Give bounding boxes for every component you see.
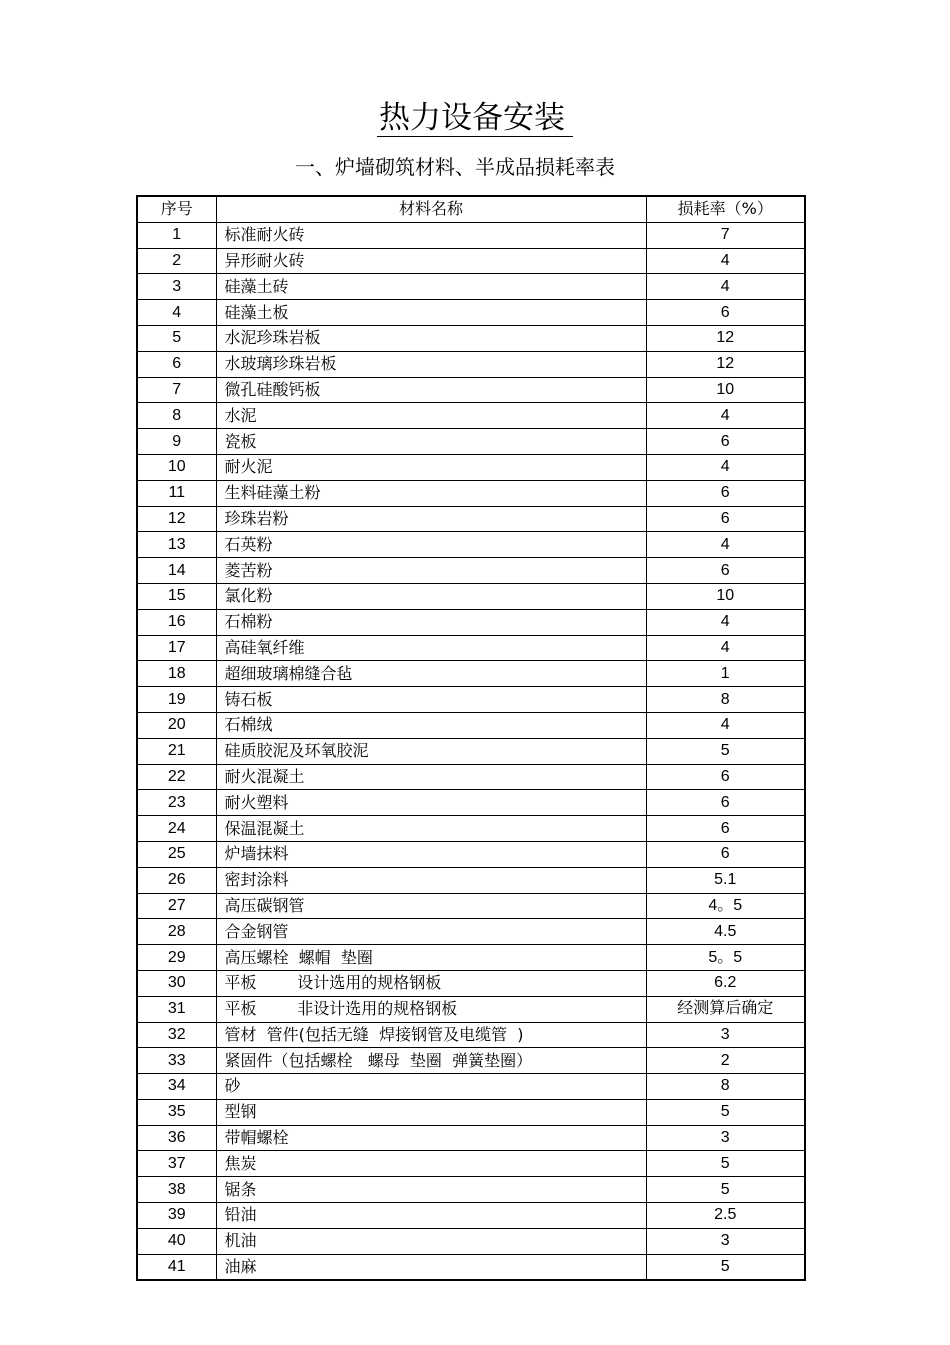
material-name: 保温混凝土 xyxy=(216,816,646,842)
loss-rate: 5.1 xyxy=(646,867,805,893)
row-index: 27 xyxy=(137,893,216,919)
material-name: 高压螺栓 螺帽 垫圈 xyxy=(216,945,646,971)
loss-rate: 4 xyxy=(646,635,805,661)
row-index: 25 xyxy=(137,841,216,867)
material-name: 合金钢管 xyxy=(216,919,646,945)
material-name: 焦炭 xyxy=(216,1151,646,1177)
material-name: 砂 xyxy=(216,1074,646,1100)
loss-rate: 6 xyxy=(646,790,805,816)
material-name: 油麻 xyxy=(216,1254,646,1280)
material-name: 耐火塑料 xyxy=(216,790,646,816)
row-index: 30 xyxy=(137,970,216,996)
loss-rate: 6 xyxy=(646,506,805,532)
material-name: 水泥珍珠岩板 xyxy=(216,325,646,351)
loss-rate: 3 xyxy=(646,1022,805,1048)
loss-rate: 6 xyxy=(646,429,805,455)
row-index: 38 xyxy=(137,1177,216,1203)
table-row xyxy=(137,816,805,842)
document-title-text: 热力设备安装 xyxy=(377,100,573,137)
material-name: 硅藻土砖 xyxy=(216,274,646,300)
loss-rate: 6 xyxy=(646,816,805,842)
loss-rate: 5 xyxy=(646,1254,805,1280)
table-row xyxy=(137,454,805,480)
table-row xyxy=(137,1254,805,1280)
row-index: 2 xyxy=(137,248,216,274)
material-name: 氯化粉 xyxy=(216,583,646,609)
material-name: 硅藻土板 xyxy=(216,300,646,326)
row-index: 21 xyxy=(137,738,216,764)
loss-rate: 4 xyxy=(646,274,805,300)
table-row xyxy=(137,1099,805,1125)
material-name: 铸石板 xyxy=(216,687,646,713)
material-name: 石棉绒 xyxy=(216,712,646,738)
row-index: 13 xyxy=(137,532,216,558)
material-name: 紧固件（包括螺栓 螺母 垫圈 弹簧垫圈） xyxy=(216,1048,646,1074)
row-index: 41 xyxy=(137,1254,216,1280)
row-index: 19 xyxy=(137,687,216,713)
loss-rate: 4 xyxy=(646,532,805,558)
table-row xyxy=(137,1203,805,1229)
table-row xyxy=(137,790,805,816)
table-row xyxy=(137,970,805,996)
table-row xyxy=(137,893,805,919)
loss-rate: 3 xyxy=(646,1228,805,1254)
loss-rate: 4 xyxy=(646,454,805,480)
material-name: 微孔硅酸钙板 xyxy=(216,377,646,403)
loss-rate: 7 xyxy=(646,222,805,248)
material-name: 炉墙抹料 xyxy=(216,841,646,867)
material-name: 铅油 xyxy=(216,1203,646,1229)
table-row xyxy=(137,1022,805,1048)
table-row xyxy=(137,248,805,274)
table-body xyxy=(137,222,805,1280)
row-index: 31 xyxy=(137,996,216,1022)
material-name: 石英粉 xyxy=(216,532,646,558)
loss-rate: 12 xyxy=(646,325,805,351)
row-index: 7 xyxy=(137,377,216,403)
material-name: 菱苦粉 xyxy=(216,558,646,584)
row-index: 8 xyxy=(137,403,216,429)
table-row xyxy=(137,635,805,661)
row-index: 16 xyxy=(137,609,216,635)
table-row xyxy=(137,532,805,558)
row-index: 1 xyxy=(137,222,216,248)
loss-rate: 6 xyxy=(646,841,805,867)
table-row xyxy=(137,325,805,351)
row-index: 39 xyxy=(137,1203,216,1229)
material-name: 耐火混凝土 xyxy=(216,764,646,790)
table-row xyxy=(137,945,805,971)
table-row xyxy=(137,429,805,455)
material-name: 超细玻璃棉缝合毡 xyxy=(216,661,646,687)
material-name: 珍珠岩粉 xyxy=(216,506,646,532)
table-row xyxy=(137,764,805,790)
loss-rate: 5。5 xyxy=(646,945,805,971)
row-index: 15 xyxy=(137,583,216,609)
table-row xyxy=(137,558,805,584)
table-row xyxy=(137,1125,805,1151)
loss-rate: 4 xyxy=(646,712,805,738)
loss-rate: 4 xyxy=(646,403,805,429)
table-row xyxy=(137,403,805,429)
row-index: 14 xyxy=(137,558,216,584)
loss-rate: 5 xyxy=(646,1177,805,1203)
table-row xyxy=(137,609,805,635)
loss-rate: 6 xyxy=(646,480,805,506)
table-row xyxy=(137,919,805,945)
table-row xyxy=(137,583,805,609)
table-row xyxy=(137,867,805,893)
loss-rate: 3 xyxy=(646,1125,805,1151)
loss-rate: 4.5 xyxy=(646,919,805,945)
loss-rate: 4 xyxy=(646,248,805,274)
loss-rate: 4 xyxy=(646,609,805,635)
table-row xyxy=(137,687,805,713)
row-index: 26 xyxy=(137,867,216,893)
table-row xyxy=(137,1151,805,1177)
material-name: 高压碳钢管 xyxy=(216,893,646,919)
table-row xyxy=(137,1074,805,1100)
table-row xyxy=(137,1048,805,1074)
loss-rate: 8 xyxy=(646,1074,805,1100)
table-row xyxy=(137,841,805,867)
material-name: 石棉粉 xyxy=(216,609,646,635)
loss-rate: 5 xyxy=(646,1099,805,1125)
row-index: 12 xyxy=(137,506,216,532)
table-row xyxy=(137,738,805,764)
loss-rate: 1 xyxy=(646,661,805,687)
row-index: 40 xyxy=(137,1228,216,1254)
header-material-name: 材料名称 xyxy=(216,196,646,222)
loss-rate: 4。5 xyxy=(646,893,805,919)
material-name: 带帽螺栓 xyxy=(216,1125,646,1151)
loss-rate: 5 xyxy=(646,1151,805,1177)
loss-rate: 5 xyxy=(646,738,805,764)
row-index: 4 xyxy=(137,300,216,326)
table-row xyxy=(137,274,805,300)
material-name: 异形耐火砖 xyxy=(216,248,646,274)
material-name: 标准耐火砖 xyxy=(216,222,646,248)
row-index: 20 xyxy=(137,712,216,738)
header-loss-rate: 损耗率（%） xyxy=(646,196,805,222)
row-index: 24 xyxy=(137,816,216,842)
material-name: 平板 设计选用的规格钢板 xyxy=(216,970,646,996)
table-subtitle: 一、炉墙砌筑材料、半成品损耗率表 xyxy=(295,155,615,179)
loss-rate: 12 xyxy=(646,351,805,377)
row-index: 35 xyxy=(137,1099,216,1125)
row-index: 22 xyxy=(137,764,216,790)
table-header-row xyxy=(137,196,805,222)
loss-rate: 6 xyxy=(646,558,805,584)
loss-rate-table xyxy=(136,195,806,1281)
material-name: 耐火泥 xyxy=(216,454,646,480)
loss-rate: 经测算后确定 xyxy=(646,996,805,1022)
material-name: 生料硅藻土粉 xyxy=(216,480,646,506)
loss-rate: 10 xyxy=(646,377,805,403)
material-name: 机油 xyxy=(216,1228,646,1254)
material-name: 管材 管件(包括无缝 焊接钢管及电缆管 ) xyxy=(216,1022,646,1048)
row-index: 18 xyxy=(137,661,216,687)
table-row xyxy=(137,351,805,377)
loss-rate: 2.5 xyxy=(646,1203,805,1229)
row-index: 11 xyxy=(137,480,216,506)
row-index: 3 xyxy=(137,274,216,300)
document-title xyxy=(0,96,950,140)
table-row xyxy=(137,506,805,532)
loss-rate: 8 xyxy=(646,687,805,713)
row-index: 5 xyxy=(137,325,216,351)
table-row xyxy=(137,377,805,403)
material-name: 瓷板 xyxy=(216,429,646,455)
material-name: 水玻璃珍珠岩板 xyxy=(216,351,646,377)
row-index: 6 xyxy=(137,351,216,377)
table-row xyxy=(137,1228,805,1254)
row-index: 36 xyxy=(137,1125,216,1151)
row-index: 33 xyxy=(137,1048,216,1074)
row-index: 17 xyxy=(137,635,216,661)
header-index: 序号 xyxy=(137,196,216,222)
table-row xyxy=(137,1177,805,1203)
table-row xyxy=(137,222,805,248)
row-index: 28 xyxy=(137,919,216,945)
table-row xyxy=(137,661,805,687)
row-index: 23 xyxy=(137,790,216,816)
table-row xyxy=(137,996,805,1022)
loss-rate: 10 xyxy=(646,583,805,609)
table-row xyxy=(137,300,805,326)
material-name: 硅质胶泥及环氧胶泥 xyxy=(216,738,646,764)
row-index: 10 xyxy=(137,454,216,480)
material-name: 水泥 xyxy=(216,403,646,429)
row-index: 9 xyxy=(137,429,216,455)
row-index: 37 xyxy=(137,1151,216,1177)
loss-rate: 6 xyxy=(646,764,805,790)
material-name: 锯条 xyxy=(216,1177,646,1203)
material-name: 型钢 xyxy=(216,1099,646,1125)
row-index: 29 xyxy=(137,945,216,971)
material-name: 密封涂料 xyxy=(216,867,646,893)
row-index: 34 xyxy=(137,1074,216,1100)
table-row xyxy=(137,480,805,506)
row-index: 32 xyxy=(137,1022,216,1048)
loss-rate: 2 xyxy=(646,1048,805,1074)
loss-rate: 6.2 xyxy=(646,970,805,996)
loss-rate: 6 xyxy=(646,300,805,326)
material-name: 高硅氧纤维 xyxy=(216,635,646,661)
table-row xyxy=(137,712,805,738)
material-name: 平板 非设计选用的规格钢板 xyxy=(216,996,646,1022)
